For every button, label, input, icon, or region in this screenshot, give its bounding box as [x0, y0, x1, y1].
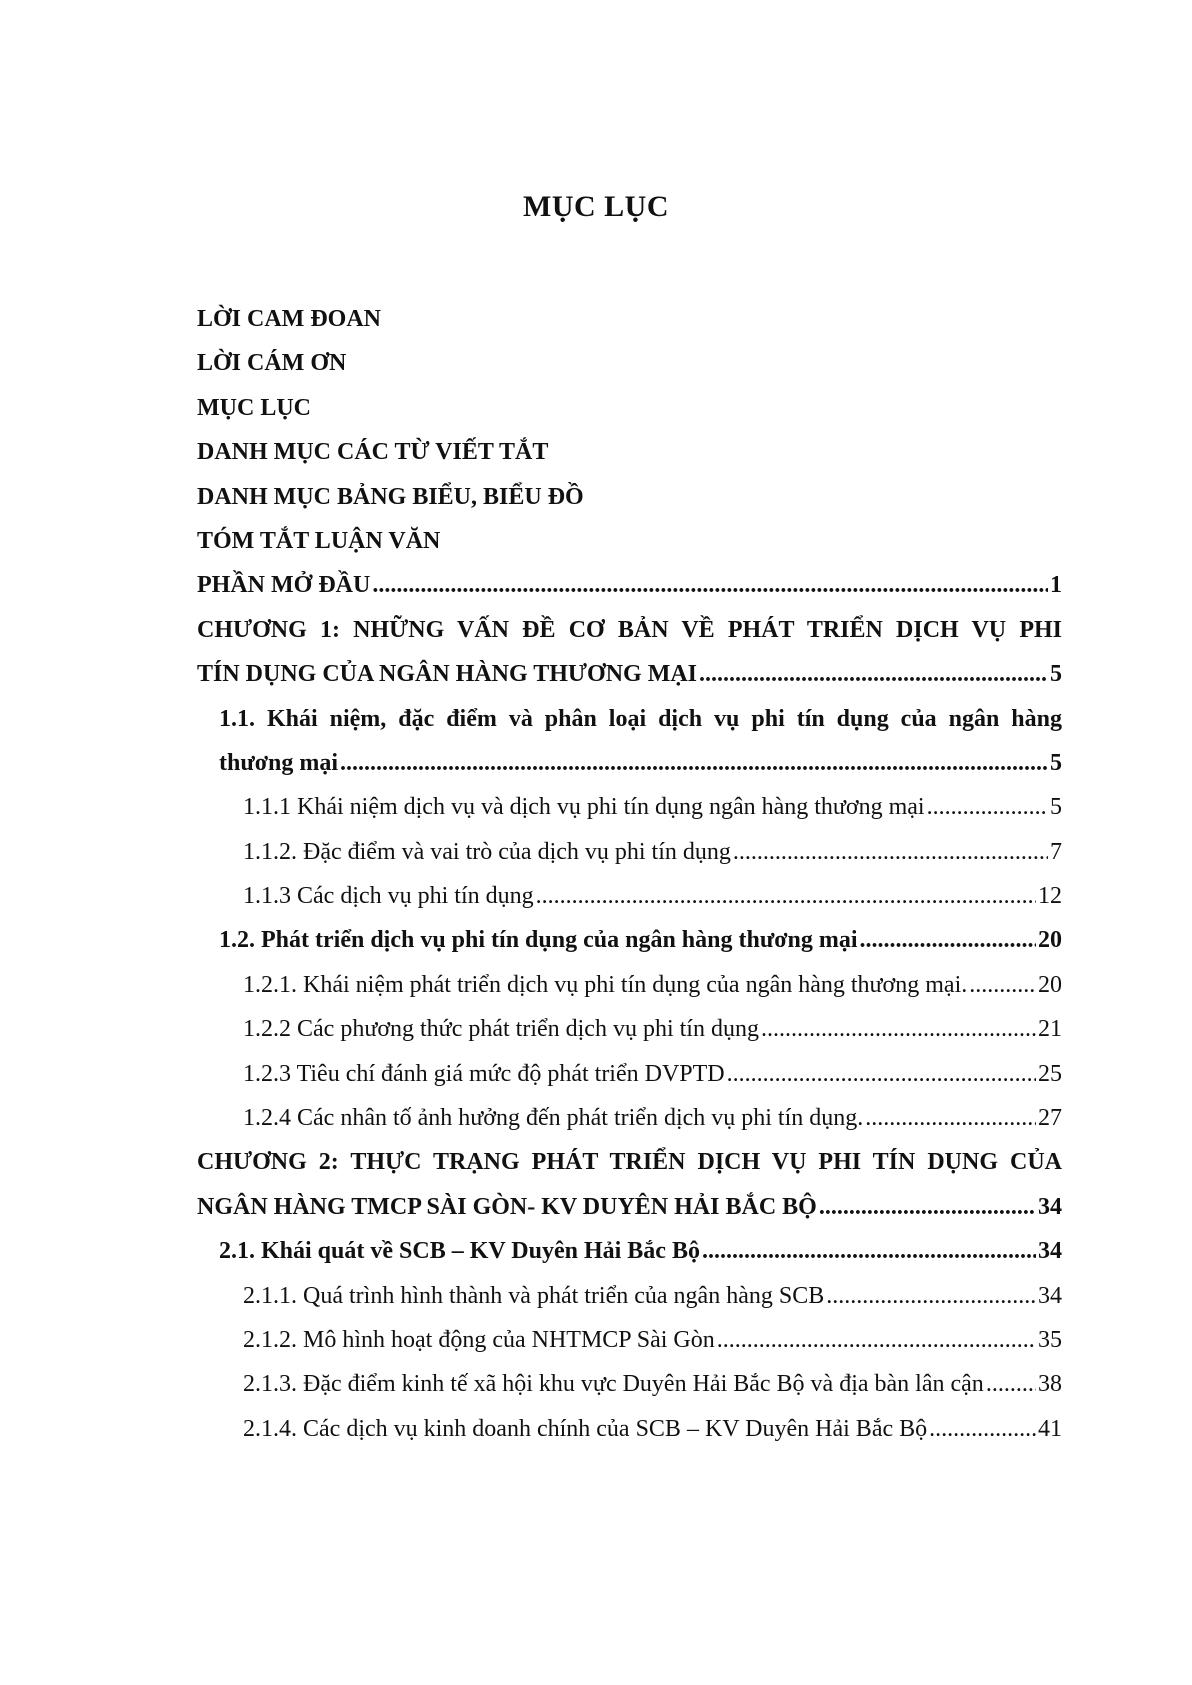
toc-entry-label: LỜI CAM ĐOAN: [197, 306, 381, 332]
toc-entry[interactable]: [197, 297, 1062, 341]
toc-entry-page-number: 35: [1038, 1326, 1062, 1353]
toc-entry[interactable]: [197, 608, 1062, 652]
toc-entry-page-number: 34: [1038, 1282, 1062, 1309]
dot-leader: [969, 963, 1036, 1007]
toc-entry-page-number: 1: [1050, 572, 1062, 599]
toc-entry[interactable]: [197, 563, 1062, 607]
dot-leader: [927, 785, 1048, 829]
toc-entry[interactable]: [197, 918, 1062, 962]
dot-leader: [865, 1096, 1036, 1140]
toc-entry[interactable]: [197, 519, 1062, 563]
toc-entry[interactable]: [197, 785, 1062, 829]
toc-entry-page-number: 12: [1038, 883, 1062, 910]
toc-entry-label: 2.1.3. Đặc điểm kinh tế xã hội khu vực Duyên Hải Bắc Bộ và địa bàn lân cận: [243, 1371, 984, 1398]
toc-entry[interactable]: [197, 386, 1062, 430]
dot-leader: [761, 1007, 1036, 1051]
toc-entry-page-number: 34: [1038, 1238, 1062, 1265]
toc-entry-label: DANH MỤC BẢNG BIỂU, BIỂU ĐỒ: [197, 483, 584, 510]
toc-entry[interactable]: [197, 1052, 1062, 1096]
toc-entry-page-number: 20: [1038, 927, 1062, 954]
toc-entry-label: DANH MỤC CÁC TỪ VIẾT TẮT: [197, 439, 549, 466]
toc-entry-label: MỤC LỤC: [197, 394, 311, 421]
dot-leader: [986, 1362, 1036, 1406]
dot-leader: [826, 1274, 1036, 1318]
toc-entry-label: 2.1. Khái quát về SCB – KV Duyên Hải Bắc Bộ: [219, 1238, 700, 1265]
toc-entry[interactable]: [197, 1140, 1062, 1184]
dot-leader: [727, 1052, 1036, 1096]
toc-entry-label: thương mại: [219, 749, 339, 776]
toc-entry[interactable]: [197, 1229, 1062, 1273]
toc-entry-label: 1.1.3 Các dịch vụ phi tín dụng: [243, 883, 534, 910]
toc-entry[interactable]: [197, 963, 1062, 1007]
toc-entry-page-number: 34: [1038, 1193, 1062, 1220]
toc-entry-label: 1.1. Khái niệm, đặc điểm và phân loại dịch vụ phi tín dụng của ngân hàng: [219, 705, 1062, 732]
toc-entry-label: 2.1.4. Các dịch vụ kinh doanh chính của SCB – KV Duyên Hải Bắc Bộ: [243, 1415, 928, 1442]
dot-leader: [819, 1185, 1036, 1229]
toc-entry-page-number: 5: [1050, 749, 1062, 776]
dot-leader: [536, 874, 1036, 918]
toc-entry-label: TÓM TẮT LUẬN VĂN: [197, 527, 441, 554]
dot-leader: [860, 918, 1036, 962]
dot-leader: [733, 830, 1048, 874]
toc-entry-label: 2.1.2. Mô hình hoạt động của NHTMCP Sài Gòn: [243, 1326, 715, 1353]
toc-entry-label: 1.2.2 Các phương thức phát triển dịch vụ phi tín dụng: [243, 1016, 759, 1043]
dot-leader: [929, 1407, 1036, 1451]
dot-leader: [699, 652, 1048, 696]
dot-leader: [372, 563, 1048, 607]
toc-entry[interactable]: [197, 1362, 1062, 1406]
toc-entry[interactable]: [197, 697, 1062, 741]
toc-entry-label: CHƯƠNG 1: NHỮNG VẤN ĐỀ CƠ BẢN VỀ PHÁT TRIỂN DỊCH VỤ PHI: [197, 616, 1062, 643]
page-title: MỤC LỤC: [523, 190, 669, 223]
toc-entry-page-number: 20: [1038, 971, 1062, 998]
toc-entry-page-number: 5: [1050, 661, 1062, 688]
toc-entry[interactable]: [197, 1096, 1062, 1140]
toc-entry[interactable]: [197, 1007, 1062, 1051]
toc-entry[interactable]: [197, 430, 1062, 474]
dot-leader: [702, 1229, 1036, 1273]
toc-entry-label: 1.1.1 Khái niệm dịch vụ và dịch vụ phi tín dụng ngân hàng thương mại: [243, 794, 925, 821]
toc-entry-label: 1.2. Phát triển dịch vụ phi tín dụng của ngân hàng thương mại: [219, 927, 858, 954]
toc-entry-label: 1.2.1. Khái niệm phát triển dịch vụ phi tín dụng của ngân hàng thương mại.: [243, 971, 968, 998]
toc-entry[interactable]: [197, 1185, 1062, 1229]
toc-entry-label: NGÂN HÀNG TMCP SÀI GÒN- KV DUYÊN HẢI BẮC BỘ: [197, 1193, 817, 1220]
toc-entry-page-number: 7: [1050, 838, 1062, 865]
toc-entry-page-number: 21: [1038, 1016, 1062, 1043]
toc-entry-page-number: 25: [1038, 1060, 1062, 1087]
toc-entry[interactable]: [197, 1274, 1062, 1318]
toc-entry-page-number: 38: [1038, 1371, 1062, 1398]
toc-entry[interactable]: [197, 475, 1062, 519]
toc-entry-label: PHẦN MỞ ĐẦU: [197, 572, 371, 599]
toc-entry[interactable]: [197, 830, 1062, 874]
toc-entry-label: 1.1.2. Đặc điểm và vai trò của dịch vụ phi tín dụng: [243, 838, 731, 865]
toc-entry[interactable]: [197, 1318, 1062, 1362]
toc-entry-page-number: 5: [1050, 794, 1062, 821]
toc-entry-label: 1.2.3 Tiêu chí đánh giá mức độ phát triển DVPTD: [243, 1060, 725, 1087]
toc-entry-label: TÍN DỤNG CỦA NGÂN HÀNG THƯƠNG MẠI: [197, 661, 698, 688]
toc-entry[interactable]: [197, 741, 1062, 785]
toc-entry[interactable]: [197, 874, 1062, 918]
table-of-contents: [197, 297, 1062, 1451]
toc-entry-label: LỜI CÁM ƠN: [197, 350, 347, 377]
toc-entry[interactable]: [197, 341, 1062, 385]
toc-entry[interactable]: [197, 652, 1062, 696]
toc-entry-label: 1.2.4 Các nhân tố ảnh hưởng đến phát triển dịch vụ phi tín dụng.: [243, 1105, 864, 1132]
dot-leader: [717, 1318, 1036, 1362]
dot-leader: [340, 741, 1048, 785]
toc-entry-page-number: 27: [1038, 1105, 1062, 1132]
toc-entry[interactable]: [197, 1407, 1062, 1451]
toc-entry-label: CHƯƠNG 2: THỰC TRẠNG PHÁT TRIỂN DỊCH VỤ PHI TÍN DỤNG CỦA: [197, 1149, 1062, 1176]
toc-entry-page-number: 41: [1038, 1415, 1062, 1442]
toc-entry-label: 2.1.1. Quá trình hình thành và phát triển của ngân hàng SCB: [243, 1282, 825, 1309]
